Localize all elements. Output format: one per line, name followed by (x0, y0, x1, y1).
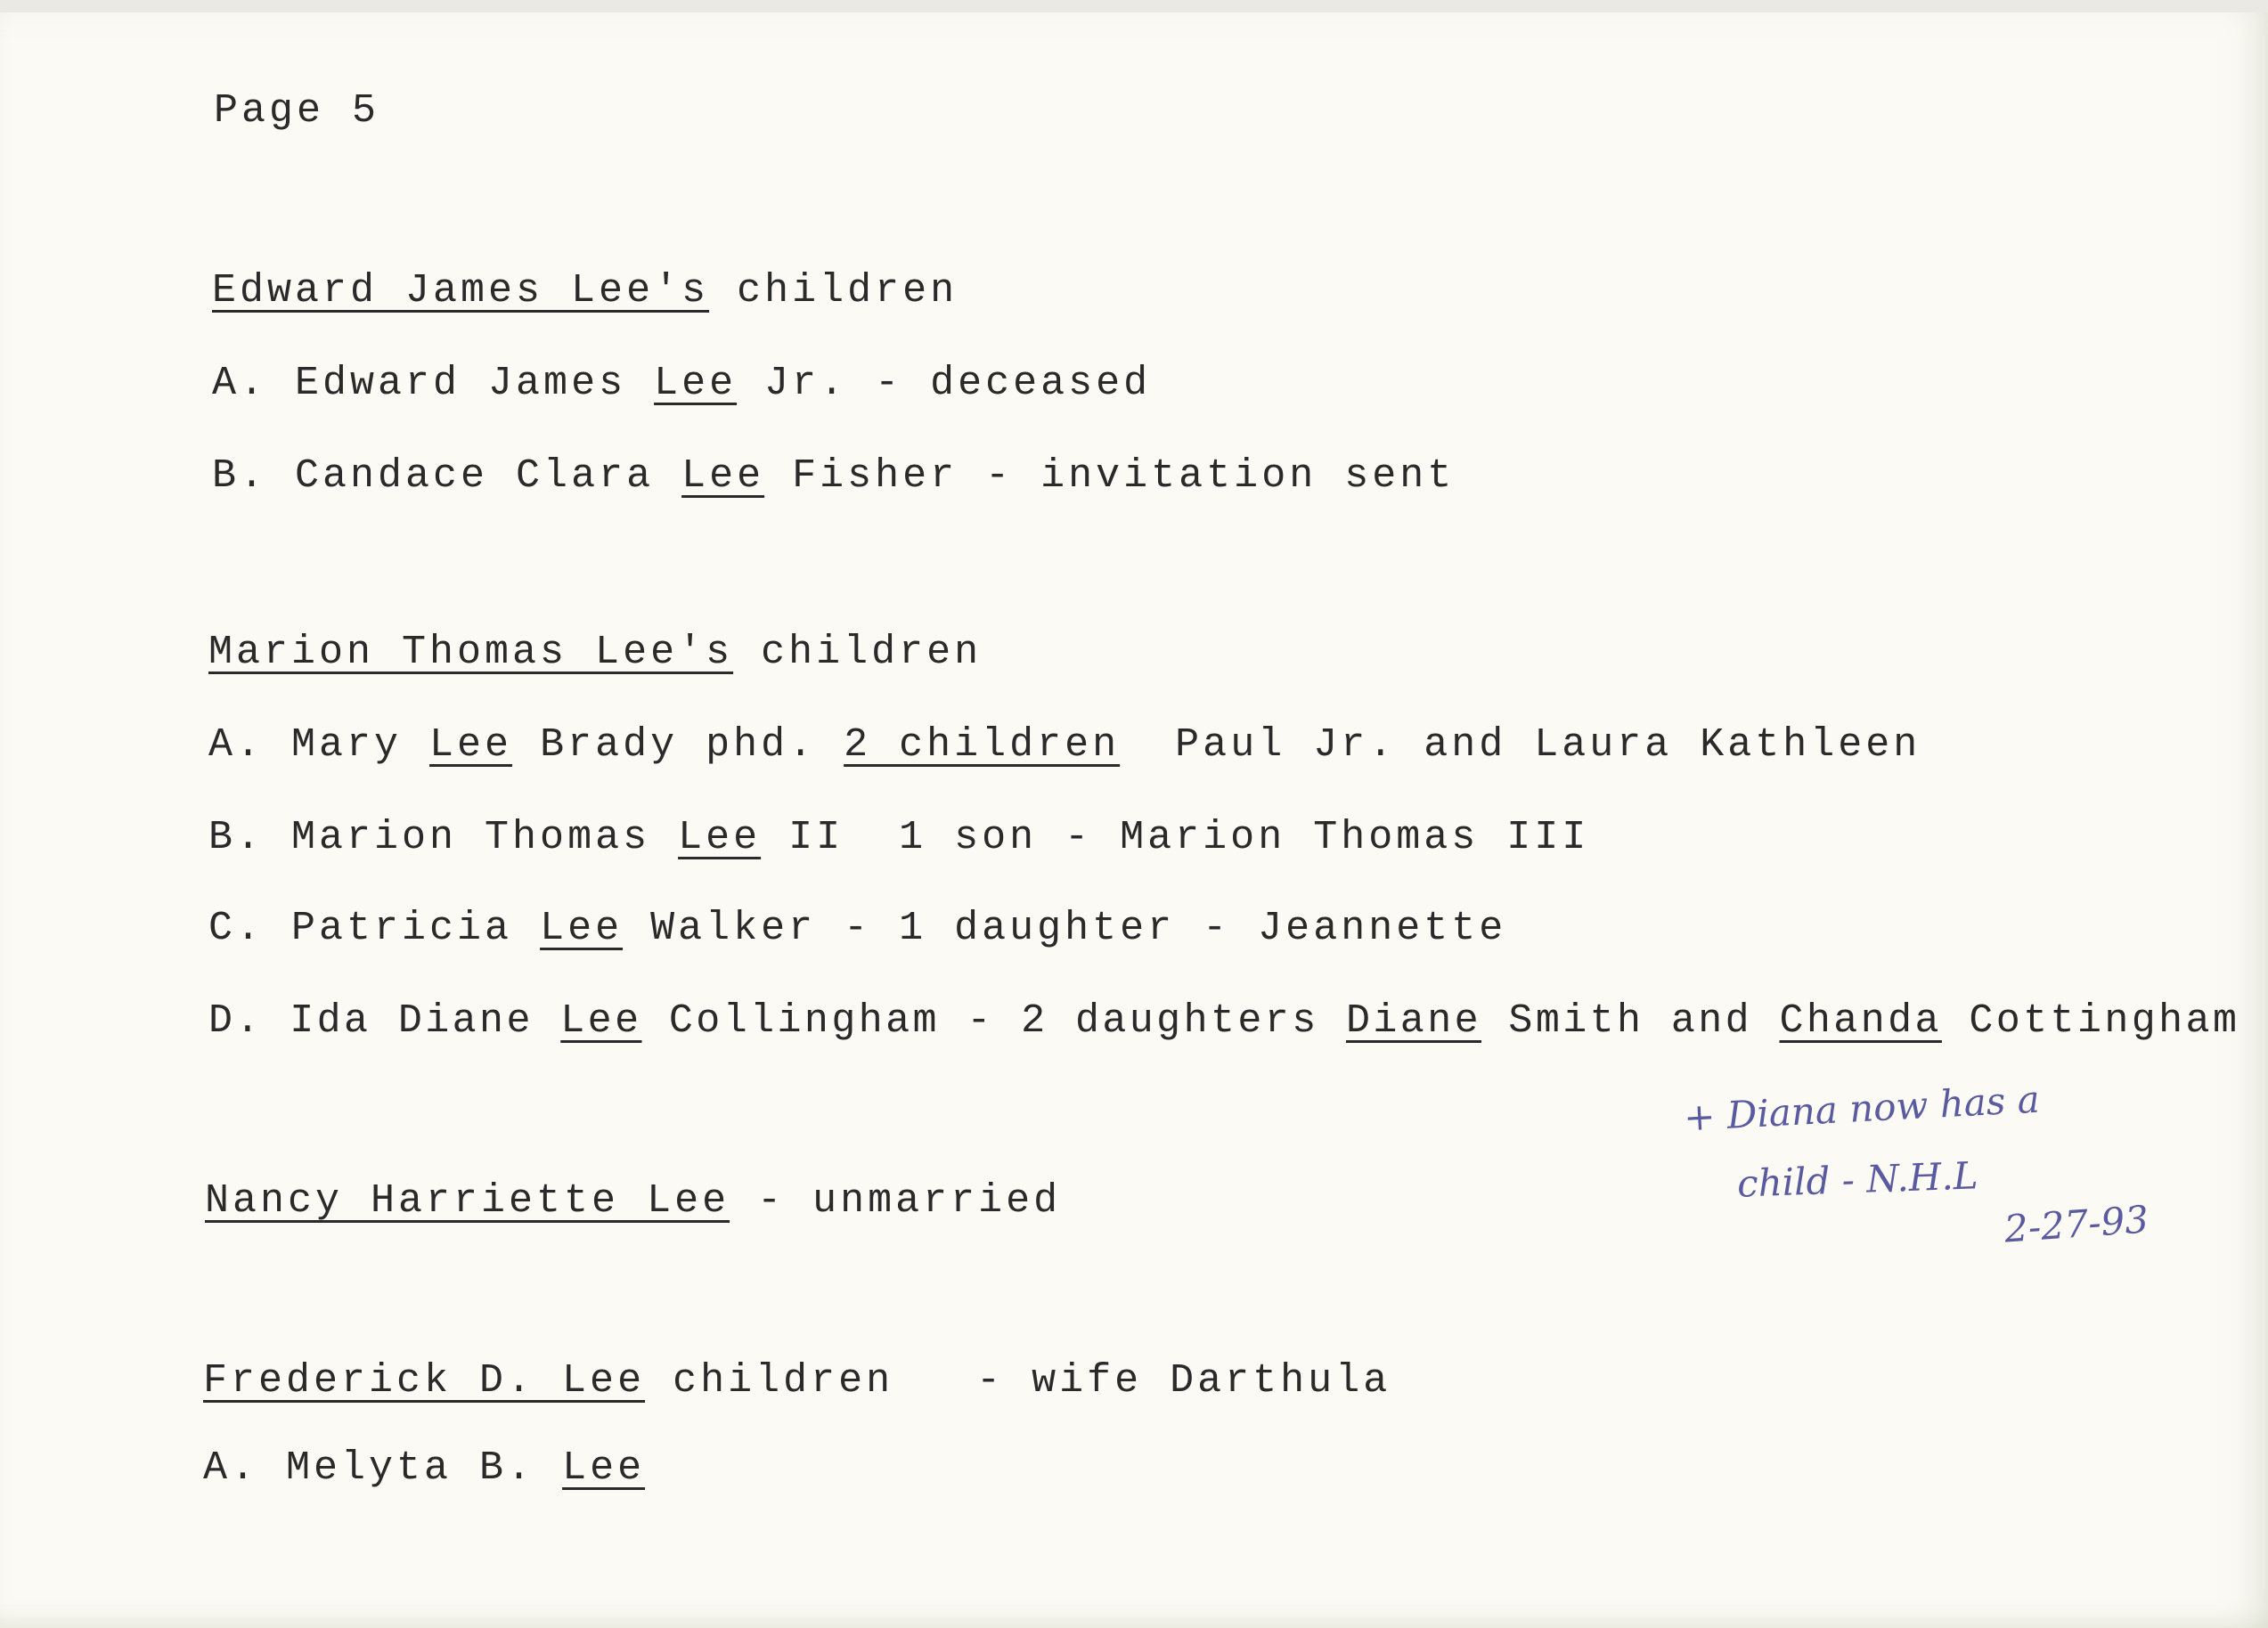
page-label: Page 5 (214, 88, 380, 134)
section-heading-nancy (205, 1178, 1062, 1224)
section-heading-edward (212, 268, 959, 313)
heading-name: Marion Thomas Lee's (208, 630, 734, 675)
list-item: B. Candace Clara Lee Fisher - invitation sent (212, 453, 1456, 499)
heading-name: Edward James Lee's (212, 268, 710, 313)
heading-rest: children - wife Darthula (645, 1358, 1391, 1404)
list-item: A. Edward James Lee Jr. - deceased (212, 361, 1152, 406)
heading-name: Nancy Harriette Lee (205, 1178, 730, 1224)
list-item: B. Marion Thomas Lee II 1 son - Marion Thomas III (208, 815, 1590, 860)
section-heading-frederick (203, 1358, 1391, 1404)
list-item: A. Melyta B. Lee (203, 1445, 646, 1491)
heading-rest: - unmarried (730, 1178, 1062, 1224)
heading-rest: children (733, 630, 983, 675)
list-item: C. Patricia Lee Walker - 1 daughter - Jeannette (208, 906, 1507, 951)
heading-name: Frederick D. Lee (203, 1358, 646, 1404)
heading-rest: children (709, 268, 959, 313)
handwritten-note-date: 2-27-93 (2003, 1197, 2150, 1251)
list-item: D. Ida Diane Lee Collingham - 2 daughters Diane Smith and Chanda Cottingham (208, 998, 2240, 1044)
section-heading-marion (208, 630, 983, 675)
handwritten-note-line2: child - N.H.L (1736, 1153, 1979, 1206)
handwritten-note-line1: + Diana now has a (1682, 1077, 2041, 1140)
document-page (0, 12, 2268, 1628)
list-item: A. Mary Lee Brady phd. 2 children Paul Jr. and Laura Kathleen (208, 722, 1921, 768)
